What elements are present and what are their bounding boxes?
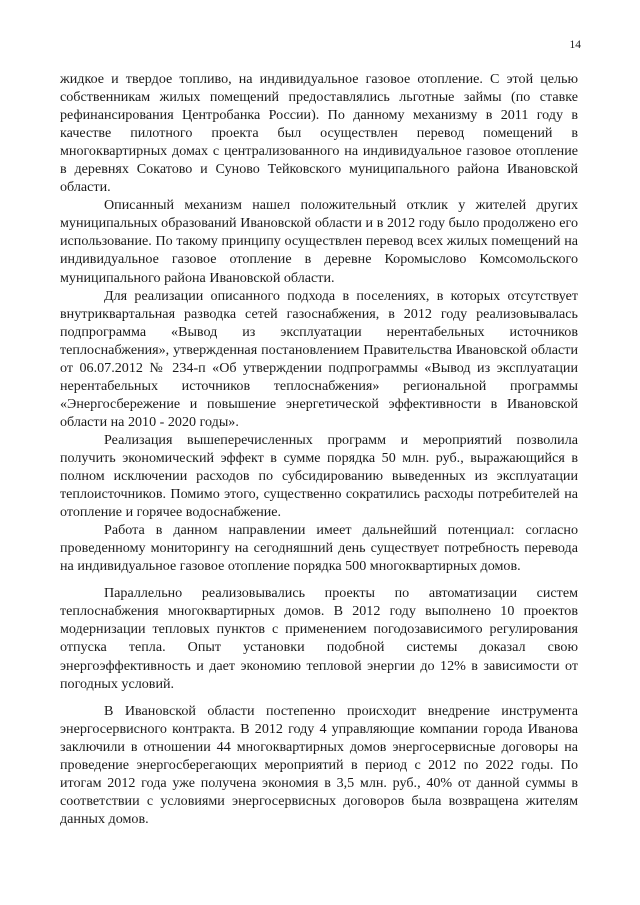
paragraph-subprogram: Для реализации описанного подхода в поселениях, в которых отсутствует внутриквартальная разводка сетей газоснабжения, в 2012 году реализовывалась подпрограмма «Вывод из эксплуатации нерентабельных источников теплоснабжения», утвержденная постановлением Правительства Ивановской области от 06.07.2012 № 234-п «Об утверждении подпрограммы «Вывод из эксплуатации нерентабельных источников теплоснабжения» региональной программы «Энергосбережение и повышение энергетической эффективности в Ивановской области на 2010 - 2020 годы».: [60, 287, 578, 430]
paragraph-economic-effect: Реализация вышеперечисленных программ и мероприятий позволила получить экономический эффект в сумме порядка 50 млн. руб., выражающийся в полном исключении расходов по субсидированию выведенных из эксплуатации теплоисточников. Помимо этого, существенно сократились расходы потребителей на отопление и горячее водоснабжение.: [60, 431, 578, 521]
paragraph-automation: Параллельно реализовывались проекты по автоматизации систем теплоснабжения многоквартирных домов. В 2012 году выполнено 10 проектов модернизации тепловых пунктов с применением погодозависимого регулирования отпуска тепла. Опыт установки подобной системы доказал свою энергоэффективность и дает экономию тепловой энергии до 12% в зависимости от погодных условий.: [60, 585, 578, 692]
paragraph-energy-service-contract: В Ивановской области постепенно происходит внедрение инструмента энергосервисного контракта. В 2012 году 4 управляющие компании города Иванова заключили в отношении 44 многоквартирных домов энергосервисные договоры на проведение энергосберегающих мероприятий в период с 2012 по 2022 годы. По итогам 2012 года уже получена экономия в 3,5 млн. руб., 40% от данной суммы в соответствии с условиями энергосервисных договоров была возвращена жителям данных домов.: [60, 702, 578, 827]
paragraph-mechanism-response: Описанный механизм нашел положительный отклик у жителей других муниципальных образований Ивановской области и в 2012 году было продолжено его использование. По такому принципу осуществлен перевод всех жилых помещений на индивидуальное газовое отопление в деревне Коромыслово Комсомольского муниципального района Ивановской области.: [60, 197, 578, 286]
paragraph-continuation: жидкое и твердое топливо, на индивидуальное газовое отопление. С этой целью собственникам жилых помещений предоставлялись льготные займы (по ставке рефинансирования Центробанка России). По данному механизму в 2011 году в качестве пилотного проекта был осуществлен перевод помещений в многоквартирных домах с централизованного на индивидуальное газовое отопление в деревнях Сокатово и Суново Тейковского муниципального района Ивановской области.: [60, 71, 578, 196]
paragraph-potential: Работа в данном направлении имеет дальнейший потенциал: согласно проведенному мониторингу на сегодняшний день существует потребность перевода на индивидуальное газовое отопление порядка 500 многоквартирных домов.: [60, 522, 578, 575]
body-text: [60, 70, 578, 828]
page-number: 14: [569, 39, 581, 51]
